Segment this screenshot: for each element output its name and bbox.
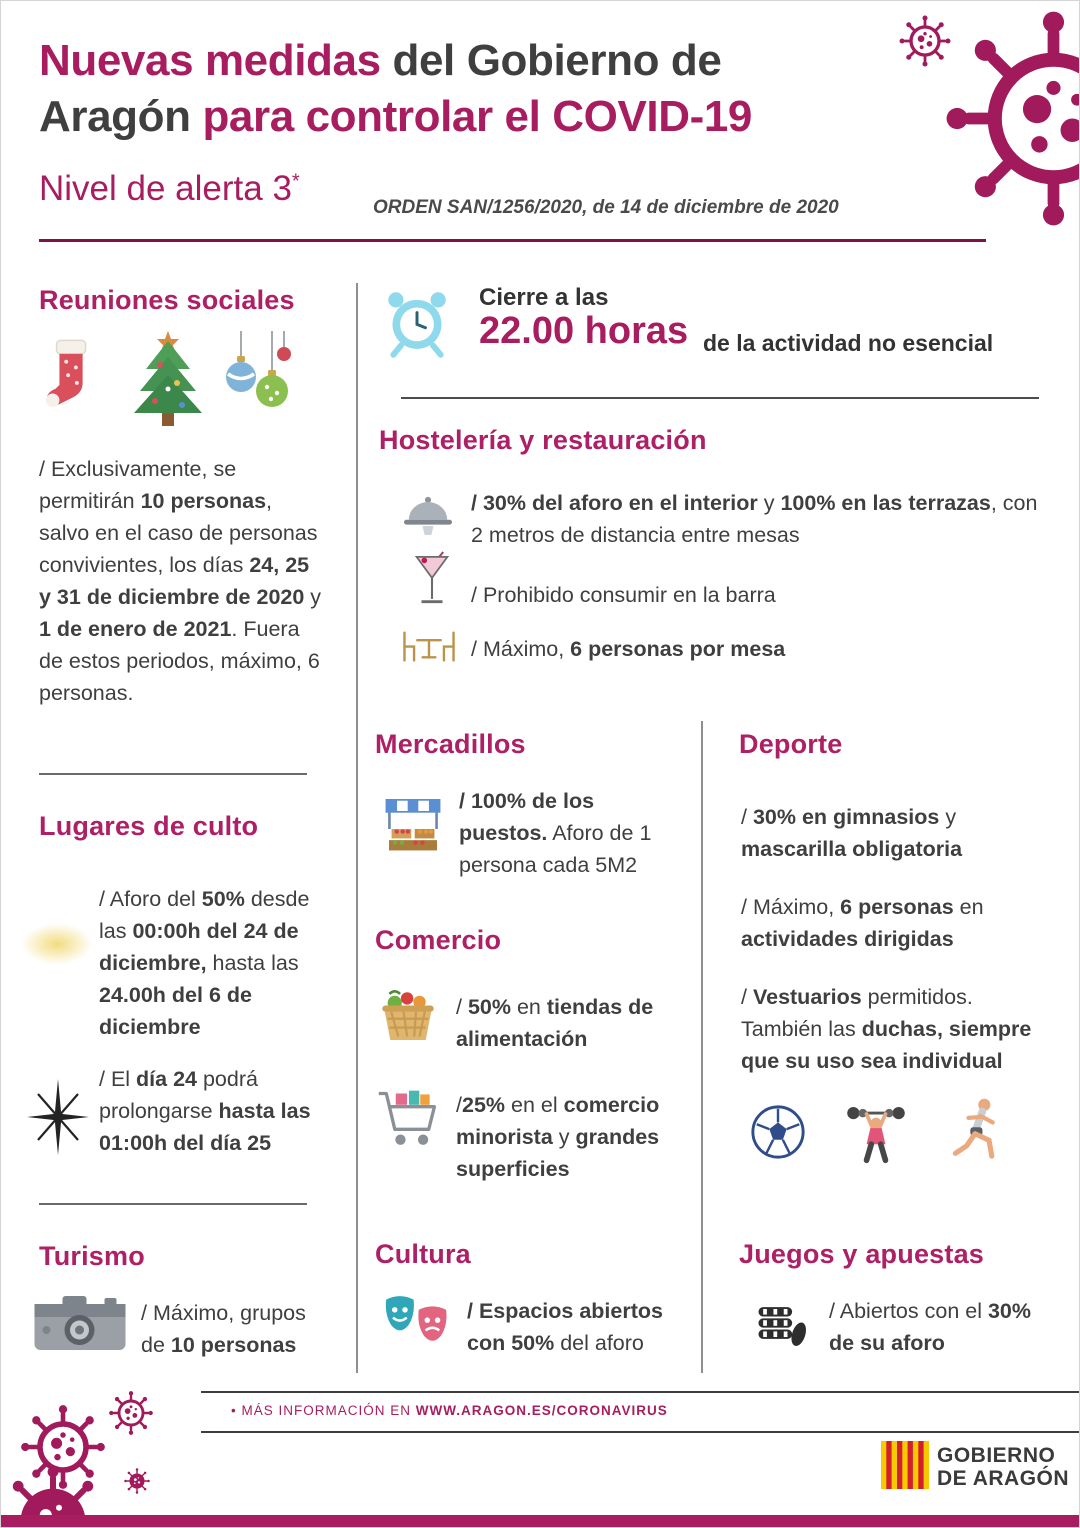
closing-tail: de la actividad no esencial xyxy=(703,330,994,356)
market-stall-icon xyxy=(383,791,443,855)
deporte-item-2: / Máximo, 6 personas en actividades dirigidas xyxy=(741,895,984,951)
section-heading-turismo: Turismo xyxy=(39,1241,145,1271)
section-heading-juegos: Juegos y apuestas xyxy=(739,1239,985,1269)
page-title-line-1: Nuevas medidas del Gobierno de xyxy=(39,36,722,85)
bottom-accent-bar xyxy=(1,1515,1080,1528)
section-heading-reuniones: Reuniones sociales xyxy=(39,285,295,315)
weightlifter-icon xyxy=(843,1097,909,1165)
baubles-icon xyxy=(225,331,291,423)
divider xyxy=(401,397,1039,399)
hosteleria-item-2: / Prohibido consumir en la barra xyxy=(471,583,776,607)
section-heading-culto: Lugares de culto xyxy=(39,811,259,841)
theater-masks-icon xyxy=(381,1293,453,1349)
cultura-item: / Espacios abiertos con 50% del aforo xyxy=(467,1299,663,1355)
page-title xyxy=(39,33,752,145)
footer-rule-bottom xyxy=(201,1431,1080,1433)
candle-glow-icon xyxy=(21,923,93,965)
grocery-basket-icon xyxy=(377,987,439,1047)
cocktail-icon xyxy=(411,547,453,613)
closing-time: 22.00 horas xyxy=(479,310,689,352)
virus-icon xyxy=(107,1389,155,1437)
section-heading-mercadillos: Mercadillos xyxy=(375,729,526,759)
deporte-item-3: / Vestuarios permitidos. También las duchas, siempre que su uso sea individual xyxy=(741,985,1032,1073)
header-rule xyxy=(39,239,986,242)
christmas-tree-icon xyxy=(127,327,209,429)
alert-level-asterisk: * xyxy=(291,170,300,193)
divider xyxy=(39,773,307,775)
turismo-item: / Máximo, grupos de 10 personas xyxy=(141,1301,306,1357)
aragon-flag-icon xyxy=(881,1441,929,1489)
logo-line-2: DE ARAGÓN xyxy=(937,1467,1070,1490)
poker-chips-icon xyxy=(751,1293,809,1353)
alert-level xyxy=(39,169,300,209)
footer-rule-top xyxy=(201,1391,1080,1393)
culto-item-1: / Aforo del 50% desde las 00:00h del 24 de diciembre, hasta las 24.00h del 6 de diciembre xyxy=(99,887,310,1039)
order-reference: ORDEN SAN/1256/2020, de 14 de diciembre de 2020 xyxy=(373,197,839,218)
page-title-line-2: Aragón para controlar el COVID-19 xyxy=(39,92,752,141)
hosteleria-item-1: / 30% del aforo en el interior y 100% en las terrazas, con 2 metros de distancia entre mesas xyxy=(471,491,1038,547)
section-heading-cultura: Cultura xyxy=(375,1239,471,1269)
shopping-cart-icon xyxy=(375,1085,441,1151)
divider xyxy=(39,1203,307,1205)
footer-info: • MÁS INFORMACIÓN EN WWW.ARAGON.ES/CORONAVIRUS xyxy=(231,1403,668,1418)
camera-icon xyxy=(31,1291,129,1357)
mercadillos-item: / 100% de los puestos. Aforo de 1 persona cada 5M2 xyxy=(459,789,652,877)
reuniones-paragraph: / Exclusivamente, se permitirán 10 personas, salvo en el caso de personas convivientes, los días 24, 25 y 31 de diciembre de 2020 y 1 de enero de 2021. Fuera de estos periodos, máximo, 6 personas. xyxy=(39,457,322,705)
star-icon xyxy=(25,1077,91,1157)
comercio-item-1: / 50% en tiendas de alimentación xyxy=(456,995,654,1051)
hosteleria-item-3: / Máximo, 6 personas por mesa xyxy=(471,637,786,661)
table-chairs-icon xyxy=(397,625,461,665)
comercio-item-2: /25% en el comercio minorista y grandes superficies xyxy=(456,1093,660,1181)
column-divider xyxy=(356,283,358,1373)
column-divider xyxy=(701,721,703,1373)
section-heading-deporte: Deporte xyxy=(739,729,843,759)
runner-icon xyxy=(947,1095,1003,1165)
virus-icon xyxy=(123,1467,151,1495)
alert-level-text: Nivel de alerta 3 xyxy=(39,169,292,208)
culto-item-2: / El día 24 podrá prolongarse hasta las 01:00h del día 25 xyxy=(99,1067,311,1155)
football-icon xyxy=(749,1103,807,1161)
cloche-icon xyxy=(399,491,457,539)
deporte-item-1: / 30% en gimnasios y mascarilla obligatoria xyxy=(741,805,963,861)
closing-lead: Cierre a las xyxy=(479,284,609,311)
juegos-item: / Abiertos con el 30% de su aforo xyxy=(829,1299,1031,1355)
government-logo-text xyxy=(937,1444,1069,1490)
section-heading-hosteleria: Hostelería y restauración xyxy=(379,425,707,455)
logo-line-1: GOBIERNO xyxy=(937,1444,1056,1467)
section-heading-comercio: Comercio xyxy=(375,925,502,955)
stocking-icon xyxy=(43,333,101,427)
virus-icon xyxy=(936,1,1080,236)
alarm-clock-icon xyxy=(379,279,455,363)
